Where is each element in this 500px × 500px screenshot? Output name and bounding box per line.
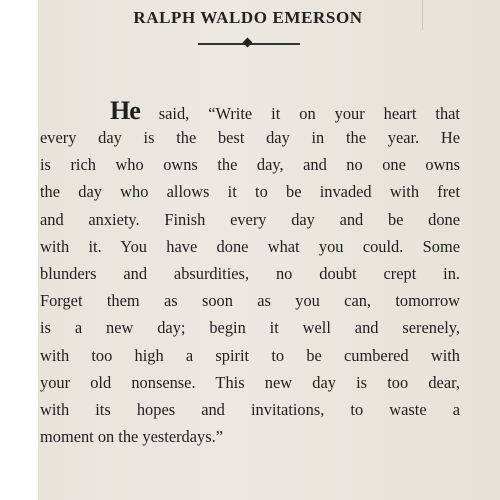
text-line: is a new day; begin it well and serenely,	[40, 318, 460, 338]
text-line: with its hopes and invitations, to waste a	[40, 399, 460, 419]
text-line	[40, 92, 460, 124]
rule-ornament-icon	[198, 39, 300, 49]
left-margin	[0, 0, 38, 500]
text-line: your old nonsense. This new day is too dear,	[40, 372, 460, 392]
text-line-rest: said, “Write it on your heart that	[139, 104, 460, 123]
drop-cap: He	[110, 96, 140, 125]
text-line: and anxiety. Finish every day and be done	[40, 209, 460, 229]
text-line: blunders and absurdities, no doubt crept in.	[40, 263, 460, 283]
text-line: Forget them as soon as you can, tomorrow	[40, 291, 460, 311]
text-line: moment on the yesterdays.”	[40, 427, 223, 447]
page-header: RALPH WALDO EMERSON	[133, 8, 363, 27]
text-line: the day who allows it to be invaded with fret	[40, 182, 460, 202]
text-line: with it. You have done what you could. Some	[40, 236, 460, 256]
ornament-diamond-icon	[243, 38, 253, 48]
quote-body	[40, 92, 460, 450]
text-line: is rich who owns the day, and no one owns	[40, 155, 460, 175]
text-line: with too high a spirit to be cumbered with	[40, 345, 460, 365]
text-line: every day is the best day in the year. He	[40, 128, 460, 147]
book-page	[38, 0, 500, 500]
